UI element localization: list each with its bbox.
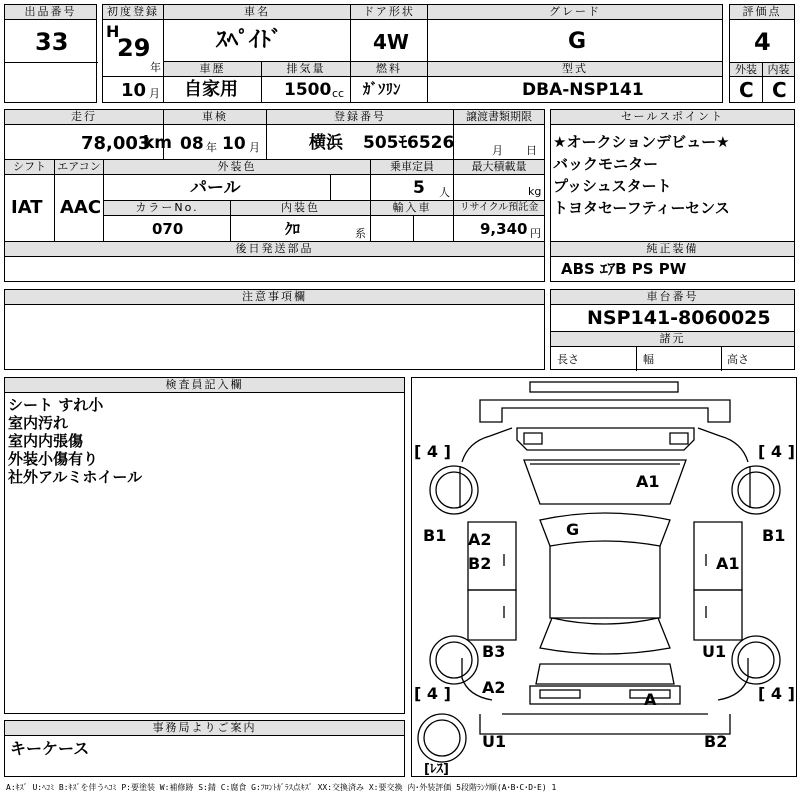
- chassis-label: 車台番号: [550, 289, 795, 305]
- shift-label: シフト: [4, 159, 55, 175]
- height-label: 高さ: [727, 353, 749, 366]
- chassis-cell: [550, 304, 795, 332]
- fuel-cell: [350, 76, 428, 103]
- length-label: 長さ: [557, 353, 579, 366]
- sales-point-2: バックモニター: [553, 155, 659, 173]
- car-name-cell: [163, 19, 351, 62]
- tire-tread-rear-right: [ 4 ]: [758, 684, 795, 703]
- sales-points-cell: [550, 124, 795, 242]
- grade-label: グレード: [427, 4, 723, 20]
- notice-label: 注意事項欄: [4, 289, 545, 305]
- later-parts-label: 後日発送部品: [4, 241, 545, 257]
- damage-mark-windshield: G: [566, 520, 580, 539]
- capacity-unit: 人: [439, 186, 450, 199]
- inspector-note-4: 外装小傷有り: [8, 450, 99, 468]
- score-value: 4: [754, 28, 771, 56]
- lot-number-cell: [4, 19, 97, 103]
- recycle-value: 9,340: [480, 220, 528, 238]
- sales-points-label: セールスポイント: [550, 109, 795, 125]
- sales-point-1: ★オークションデビュー★: [553, 133, 730, 151]
- transfer-month-unit: 月: [492, 144, 503, 157]
- year-value: 29: [117, 34, 151, 62]
- displacement-label: 排気量: [261, 61, 351, 77]
- history-cell: [163, 76, 262, 103]
- damage-mark-left-front-door-2: B2: [468, 554, 492, 573]
- damage-mark-rear-bumper: A: [644, 690, 657, 709]
- displacement-value: 1500: [284, 80, 332, 100]
- int-color-cell: [230, 215, 371, 242]
- int-color-unit: 系: [355, 227, 366, 240]
- interior-label: 内装: [762, 62, 795, 77]
- inspector-note-5: 社外アルミホイール: [8, 468, 143, 486]
- office-value: キーケース: [10, 739, 90, 758]
- inspection-label: 車検: [163, 109, 267, 125]
- color-no-value: 070: [152, 220, 184, 238]
- equipment-value: ABS ｴｱB PS PW: [561, 260, 687, 278]
- interior-cell: [762, 76, 795, 103]
- exterior-cell: [729, 76, 763, 103]
- damage-mark-right-fender: B1: [762, 526, 786, 545]
- inspection-month-unit: 月: [249, 141, 260, 154]
- year-unit: 年: [150, 61, 161, 74]
- capacity-label: 乗車定員: [370, 159, 454, 175]
- interior-value: C: [772, 78, 787, 102]
- load-label: 最大積載量: [453, 159, 545, 175]
- transfer-day-unit: 日: [526, 144, 537, 157]
- first-reg-cell: [102, 19, 164, 103]
- color-no-label: カラーNo.: [103, 200, 231, 216]
- mileage-label: 走行: [4, 109, 164, 125]
- chassis-value: NSP141-8060025: [587, 307, 771, 329]
- history-label: 車歴: [163, 61, 262, 77]
- sales-point-4: トヨタセーフティーセンス: [553, 199, 730, 217]
- tire-tread-front-left: [ 4 ]: [414, 442, 451, 461]
- damage-legend: A:ｷｽﾞ U:ﾍｺﾐ B:ｷｽﾞを伴うﾍｺﾐ P:要塗装 W:補修跡 S:錆 C:腐食 G:ﾌﾛﾝﾄｶﾞﾗｽ点ｷｽﾞ XX:交換済み X:要交換 内･外装評価 5段階ﾗﾝｸ順(A･B･C･D･E) 1: [6, 783, 557, 792]
- int-color-label: 内装色: [230, 200, 371, 216]
- first-reg-label: 初度登録: [102, 4, 164, 20]
- fuel-label: 燃料: [350, 61, 428, 77]
- door-cell: [350, 19, 428, 62]
- month-value: 10: [121, 80, 147, 101]
- car-name-value: ｽﾍﾟｲﾄﾞ: [216, 28, 283, 53]
- spare-tire-less: [ﾚｽ]: [424, 762, 449, 777]
- damage-mark-right-front-door: A1: [716, 554, 740, 573]
- load-cell: [453, 174, 545, 201]
- int-color-value: ｸﾛ: [285, 220, 301, 238]
- exterior-label: 外装: [729, 62, 763, 77]
- recycle-label: リサイクル預託金: [453, 200, 545, 216]
- history-value: 自家用: [184, 79, 238, 100]
- lot-number-value: 33: [35, 28, 69, 56]
- damage-mark-left-rear-door: B3: [482, 642, 506, 661]
- mileage-cell: [4, 124, 173, 160]
- ac-label: エアコン: [54, 159, 104, 175]
- damage-mark-right-rear-door: U1: [702, 642, 727, 661]
- displacement-unit: cc: [332, 87, 345, 100]
- ac-cell: [54, 174, 104, 242]
- tire-tread-rear-left: [ 4 ]: [414, 684, 451, 703]
- color-cell: [103, 174, 371, 201]
- shift-cell: [4, 174, 55, 242]
- office-label: 事務局よりご案内: [4, 720, 405, 736]
- inspector-note-1: シート すれ小: [8, 396, 104, 414]
- era-value: H: [106, 22, 120, 41]
- grade-value: G: [568, 29, 587, 54]
- reg-number-value: 505ﾓ6526: [363, 133, 455, 153]
- color-no-cell: [103, 215, 231, 242]
- damage-mark-rear-right: B2: [704, 732, 728, 751]
- reg-area: 横浜: [309, 133, 343, 153]
- car-outline-drawing: [412, 378, 798, 778]
- inspector-label: 検査員記入欄: [4, 377, 405, 393]
- sales-point-3: プッシュスタート: [553, 177, 672, 195]
- equipment-label: 純正装備: [550, 241, 795, 257]
- score-label: 評価点: [729, 4, 795, 20]
- color-label: 外装色: [103, 159, 371, 175]
- damage-mark-left-fender: B1: [423, 526, 447, 545]
- import-label: 輸入車: [370, 200, 454, 216]
- door-value: 4W: [373, 30, 409, 54]
- inspection-cell: [163, 124, 267, 160]
- inspection-year: 08: [180, 134, 204, 154]
- damage-mark-left-quarter: A2: [482, 678, 506, 697]
- inspection-month: 10: [222, 134, 246, 154]
- recycle-cell: [453, 215, 545, 242]
- inspector-note-2: 室内汚れ: [8, 414, 69, 432]
- ac-value: AAC: [60, 197, 102, 218]
- later-parts-cell: [4, 256, 545, 282]
- tire-tread-front-right: [ 4 ]: [758, 442, 795, 461]
- car-diagram: [411, 377, 797, 777]
- lot-number-label: 出品番号: [4, 4, 97, 20]
- damage-mark-rear-left: U1: [482, 732, 507, 751]
- mileage-value: 78,003: [81, 133, 151, 154]
- shift-value: IAT: [11, 197, 43, 218]
- model-value: DBA-NSP141: [522, 80, 644, 100]
- fuel-value: ｶﾞｿﾘﾝ: [363, 80, 401, 98]
- score-cell: [729, 19, 795, 63]
- capacity-value: 5: [413, 178, 425, 198]
- dimensions-cell: [550, 346, 795, 370]
- door-label: ドア形状: [350, 4, 428, 20]
- car-name-label: 車名: [163, 4, 351, 20]
- equipment-cell: [550, 256, 795, 282]
- model-label: 型式: [427, 61, 723, 77]
- grade-cell: [427, 19, 723, 62]
- inspector-cell: [4, 392, 405, 714]
- reg-number-label: 登録番号: [266, 109, 454, 125]
- reg-number-cell: [266, 124, 454, 160]
- mileage-unit: km: [143, 133, 173, 153]
- dimensions-label: 諸元: [550, 331, 795, 347]
- office-cell: [4, 735, 405, 777]
- color-value: パール: [190, 178, 241, 198]
- width-label: 幅: [643, 353, 654, 366]
- model-cell: [427, 76, 723, 103]
- load-unit: kg: [528, 185, 542, 198]
- inspection-year-unit: 年: [206, 141, 217, 154]
- damage-mark-left-front-door: A2: [468, 530, 492, 549]
- inspector-note-3: 室内内張傷: [8, 432, 84, 450]
- displacement-cell: [261, 76, 351, 103]
- exterior-value: C: [739, 78, 754, 102]
- capacity-cell: [370, 174, 454, 201]
- notice-cell: [4, 304, 545, 370]
- transfer-label: 譲渡書類期限: [453, 109, 545, 125]
- transfer-cell: [453, 124, 545, 160]
- import-cell: [370, 215, 454, 242]
- damage-mark-hood: A1: [636, 472, 660, 491]
- recycle-unit: 円: [530, 227, 541, 240]
- month-unit: 月: [149, 87, 160, 100]
